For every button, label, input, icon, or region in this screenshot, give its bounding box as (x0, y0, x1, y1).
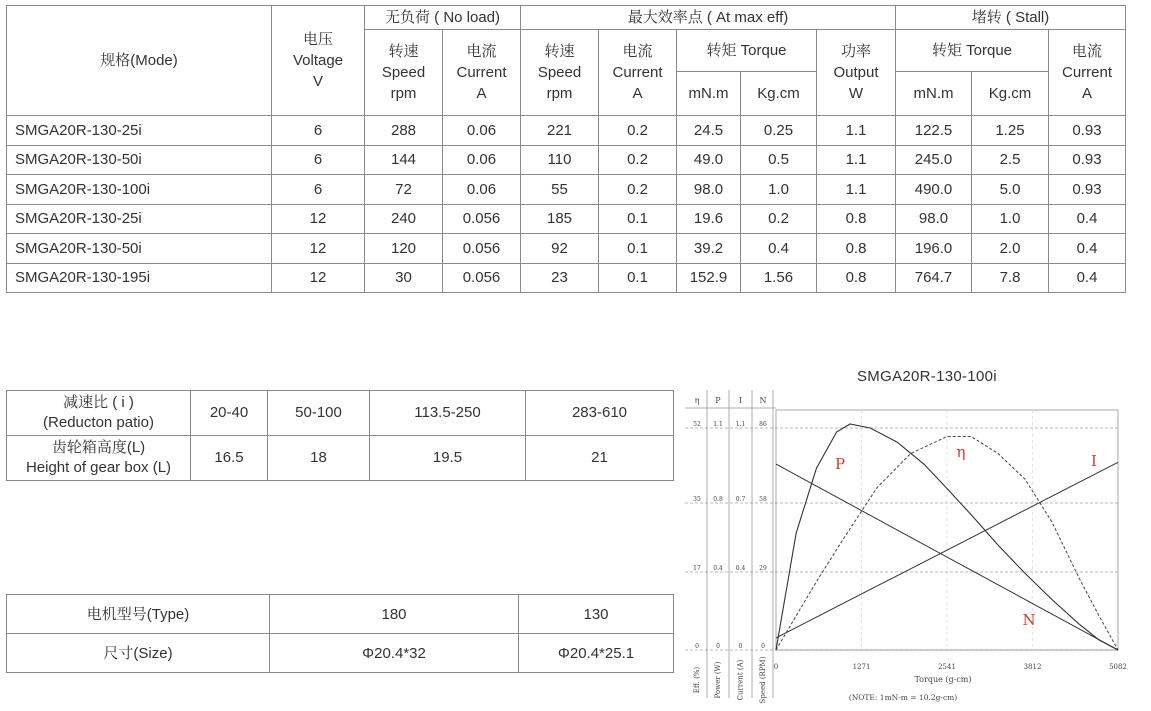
spec-cell: 764.7 (896, 263, 972, 293)
chart-frame (685, 390, 1118, 701)
spec-cell: 0.056 (443, 263, 521, 293)
spec-cell: 1.56 (741, 263, 817, 293)
power-curve-label: P (834, 455, 846, 473)
spec-cell: 49.0 (677, 145, 741, 175)
current-line-label: I (1091, 452, 1097, 470)
x-tick-label: 5082 (1109, 663, 1127, 671)
ratio-cell: 50-100 (268, 391, 370, 436)
axis-tick-label: 0.4 (735, 565, 746, 572)
spec-cell: 0.5 (741, 145, 817, 175)
spec-cell: 72 (365, 175, 443, 205)
header-max-eff: 最大效率点 ( At max eff) (521, 6, 896, 30)
spec-cell: 196.0 (896, 234, 972, 264)
x-axis-label: Torque (g-cm) (914, 675, 972, 684)
header-torque: 转矩 Torque (677, 30, 817, 72)
axis-tick-label: 1.1 (713, 421, 723, 428)
spec-cell: 0.056 (443, 204, 521, 234)
header-speed: 转速 Speed rpm (365, 30, 443, 116)
header-current: 电流 Current A (443, 30, 521, 116)
spec-cell: 6 (272, 175, 365, 205)
header-mnm: mN.m (677, 72, 741, 116)
header-kgcm: Kg.cm (741, 72, 817, 116)
spec-model-cell: SMGA20R-130-50i (7, 145, 272, 175)
spec-cell: 1.0 (741, 175, 817, 205)
header-kgcm: Kg.cm (972, 72, 1049, 116)
spec-row (7, 204, 1126, 234)
spec-cell: 0.056 (443, 234, 521, 264)
gearbox-height-row (7, 436, 674, 481)
header-stall-torque: 转矩 Torque (896, 30, 1049, 72)
spec-cell: 0.93 (1049, 116, 1126, 146)
axis-tick-label: 1.1 (735, 421, 746, 428)
spec-cell: 240 (365, 204, 443, 234)
spec-cell: 5.0 (972, 175, 1049, 205)
spec-cell: 288 (365, 116, 443, 146)
gearbox-height-cell: 16.5 (191, 436, 268, 481)
size-cell: Φ20.4*32 (270, 634, 519, 673)
type-row (7, 595, 674, 634)
type-cell: 180 (270, 595, 519, 634)
performance-chart (683, 388, 1149, 710)
spec-cell: 245.0 (896, 145, 972, 175)
spec-cell: 144 (365, 145, 443, 175)
spec-cell: 24.5 (677, 116, 741, 146)
header-stall-current: 电流 Current A (1049, 30, 1126, 116)
spec-cell: 122.5 (896, 116, 972, 146)
x-tick-label: 0 (773, 663, 779, 671)
spec-cell: 0.06 (443, 145, 521, 175)
spec-cell: 98.0 (896, 204, 972, 234)
header-mnm: mN.m (896, 72, 972, 116)
spec-model-cell: SMGA20R-130-195i (7, 263, 272, 293)
spec-row (7, 263, 1126, 293)
spec-cell: 92 (521, 234, 599, 264)
spec-cell: 0.4 (741, 234, 817, 264)
axis-tick-label: 0 (695, 643, 699, 650)
spec-cell: 0.4 (1049, 263, 1126, 293)
spec-cell: 0.93 (1049, 175, 1126, 205)
ratio-cell: 283-610 (526, 391, 674, 436)
spec-cell: 6 (272, 116, 365, 146)
spec-cell: 0.1 (599, 204, 677, 234)
spec-cell: 98.0 (677, 175, 741, 205)
spec-cell: 1.1 (817, 175, 896, 205)
spec-cell: 0.1 (599, 234, 677, 264)
spec-cell: 0.2 (599, 116, 677, 146)
spec-cell: 1.25 (972, 116, 1049, 146)
axis-label: Speed (RPM) (759, 656, 767, 704)
axis-tick-label: 52 (693, 421, 701, 428)
header-output: 功率 Output W (817, 30, 896, 116)
spec-cell: 0.2 (599, 175, 677, 205)
size-label: 尺寸(Size) (7, 634, 270, 673)
size-cell: Φ20.4*25.1 (519, 634, 674, 673)
spec-cell: 55 (521, 175, 599, 205)
axis-tick-label: 0 (761, 643, 765, 650)
spec-cell: 39.2 (677, 234, 741, 264)
spec-cell: 2.0 (972, 234, 1049, 264)
axis-tick-label: 0 (738, 643, 743, 650)
speed-line-label: N (1022, 611, 1036, 629)
gearbox-height-cell: 21 (526, 436, 674, 481)
x-tick-label: 1271 (852, 663, 871, 671)
spec-cell: 0.2 (599, 145, 677, 175)
spec-cell: 0.25 (741, 116, 817, 146)
chart-labels (835, 443, 1097, 629)
spec-model-cell: SMGA20R-130-50i (7, 234, 272, 264)
size-row (7, 634, 674, 673)
axis-tick-label: 17 (693, 565, 701, 572)
spec-cell: 0.2 (741, 204, 817, 234)
spec-cell: 0.8 (817, 204, 896, 234)
axis-label: Power (W) (714, 661, 722, 699)
spec-cell: 185 (521, 204, 599, 234)
header-stall: 堵转 ( Stall) (896, 6, 1126, 30)
spec-row (7, 116, 1126, 146)
spec-cell: 0.4 (1049, 234, 1126, 264)
axis-tick-label: 0 (716, 643, 720, 650)
type-label: 电机型号(Type) (7, 595, 270, 634)
spec-row (7, 175, 1126, 205)
type-size-table (6, 594, 674, 673)
spec-cell: 110 (521, 145, 599, 175)
spec-model-cell: SMGA20R-130-100i (7, 175, 272, 205)
spec-model-cell: SMGA20R-130-25i (7, 204, 272, 234)
spec-cell: 2.5 (972, 145, 1049, 175)
spec-cell: 490.0 (896, 175, 972, 205)
spec-cell: 30 (365, 263, 443, 293)
type-cell: 130 (519, 595, 674, 634)
axis-tick-label: 0.7 (735, 496, 746, 503)
gearbox-height-cell: 18 (268, 436, 370, 481)
spec-cell: 0.8 (817, 234, 896, 264)
ratio-cell: 20-40 (191, 391, 268, 436)
axis-header: N (759, 396, 767, 405)
x-tick-label: 3812 (1023, 663, 1042, 671)
spec-cell: 152.9 (677, 263, 741, 293)
ratio-row (7, 391, 674, 436)
axis-tick-label: 35 (693, 496, 701, 503)
header-current: 电流 Current A (599, 30, 677, 116)
spec-cell: 12 (272, 234, 365, 264)
chart-title: SMGA20R-130-100i (857, 368, 997, 385)
spec-cell: 0.8 (817, 263, 896, 293)
axis-tick-label: 0.8 (713, 496, 723, 503)
spec-cell: 0.1 (599, 263, 677, 293)
x-tick-label: 2541 (938, 663, 956, 671)
spec-row (7, 145, 1126, 175)
spec-cell: 1.0 (972, 204, 1049, 234)
ratio-cell: 113.5-250 (370, 391, 526, 436)
header-speed: 转速 Speed rpm (521, 30, 599, 116)
header-model: 规格(Mode) (7, 6, 272, 116)
spec-cell: 0.4 (1049, 204, 1126, 234)
axis-tick-label: 29 (759, 565, 767, 572)
axis-label: Eff. (%) (693, 666, 701, 694)
axis-tick-label: 0.4 (713, 565, 723, 572)
spec-cell: 1.1 (817, 116, 896, 146)
gearbox-height-cell: 19.5 (370, 436, 526, 481)
header-no-load: 无负荷 ( No load) (365, 6, 521, 30)
spec-cell: 0.06 (443, 116, 521, 146)
spec-table (6, 5, 1126, 293)
spec-model-cell: SMGA20R-130-25i (7, 116, 272, 146)
spec-cell: 6 (272, 145, 365, 175)
spec-cell: 0.93 (1049, 145, 1126, 175)
spec-cell: 1.1 (817, 145, 896, 175)
spec-cell: 12 (272, 204, 365, 234)
axis-label: Current (A) (736, 659, 745, 701)
gearbox-height-label: 齿轮箱高度(L) Height of gear box (L) (7, 436, 191, 481)
spec-cell: 120 (365, 234, 443, 264)
ratio-table (6, 390, 674, 481)
spec-cell: 221 (521, 116, 599, 146)
axis-tick-label: 58 (759, 496, 767, 503)
spec-row (7, 234, 1126, 264)
axis-header: I (738, 396, 743, 405)
header-voltage: 电压 Voltage V (272, 6, 365, 116)
spec-cell: 12 (272, 263, 365, 293)
spec-cell: 7.8 (972, 263, 1049, 293)
chart-axes (693, 396, 1127, 703)
axis-header: P (715, 396, 721, 405)
spec-cell: 19.6 (677, 204, 741, 234)
ratio-label: 减速比 ( i ) (Reducton patio) (7, 391, 191, 436)
spec-cell: 0.06 (443, 175, 521, 205)
axis-header: η (694, 396, 700, 405)
axis-tick-label: 86 (759, 421, 767, 428)
spec-cell: 23 (521, 263, 599, 293)
chart-note: (NOTE: 1mN-m = 10.2g-cm) (848, 693, 958, 702)
efficiency-curve-label: η (956, 443, 966, 461)
